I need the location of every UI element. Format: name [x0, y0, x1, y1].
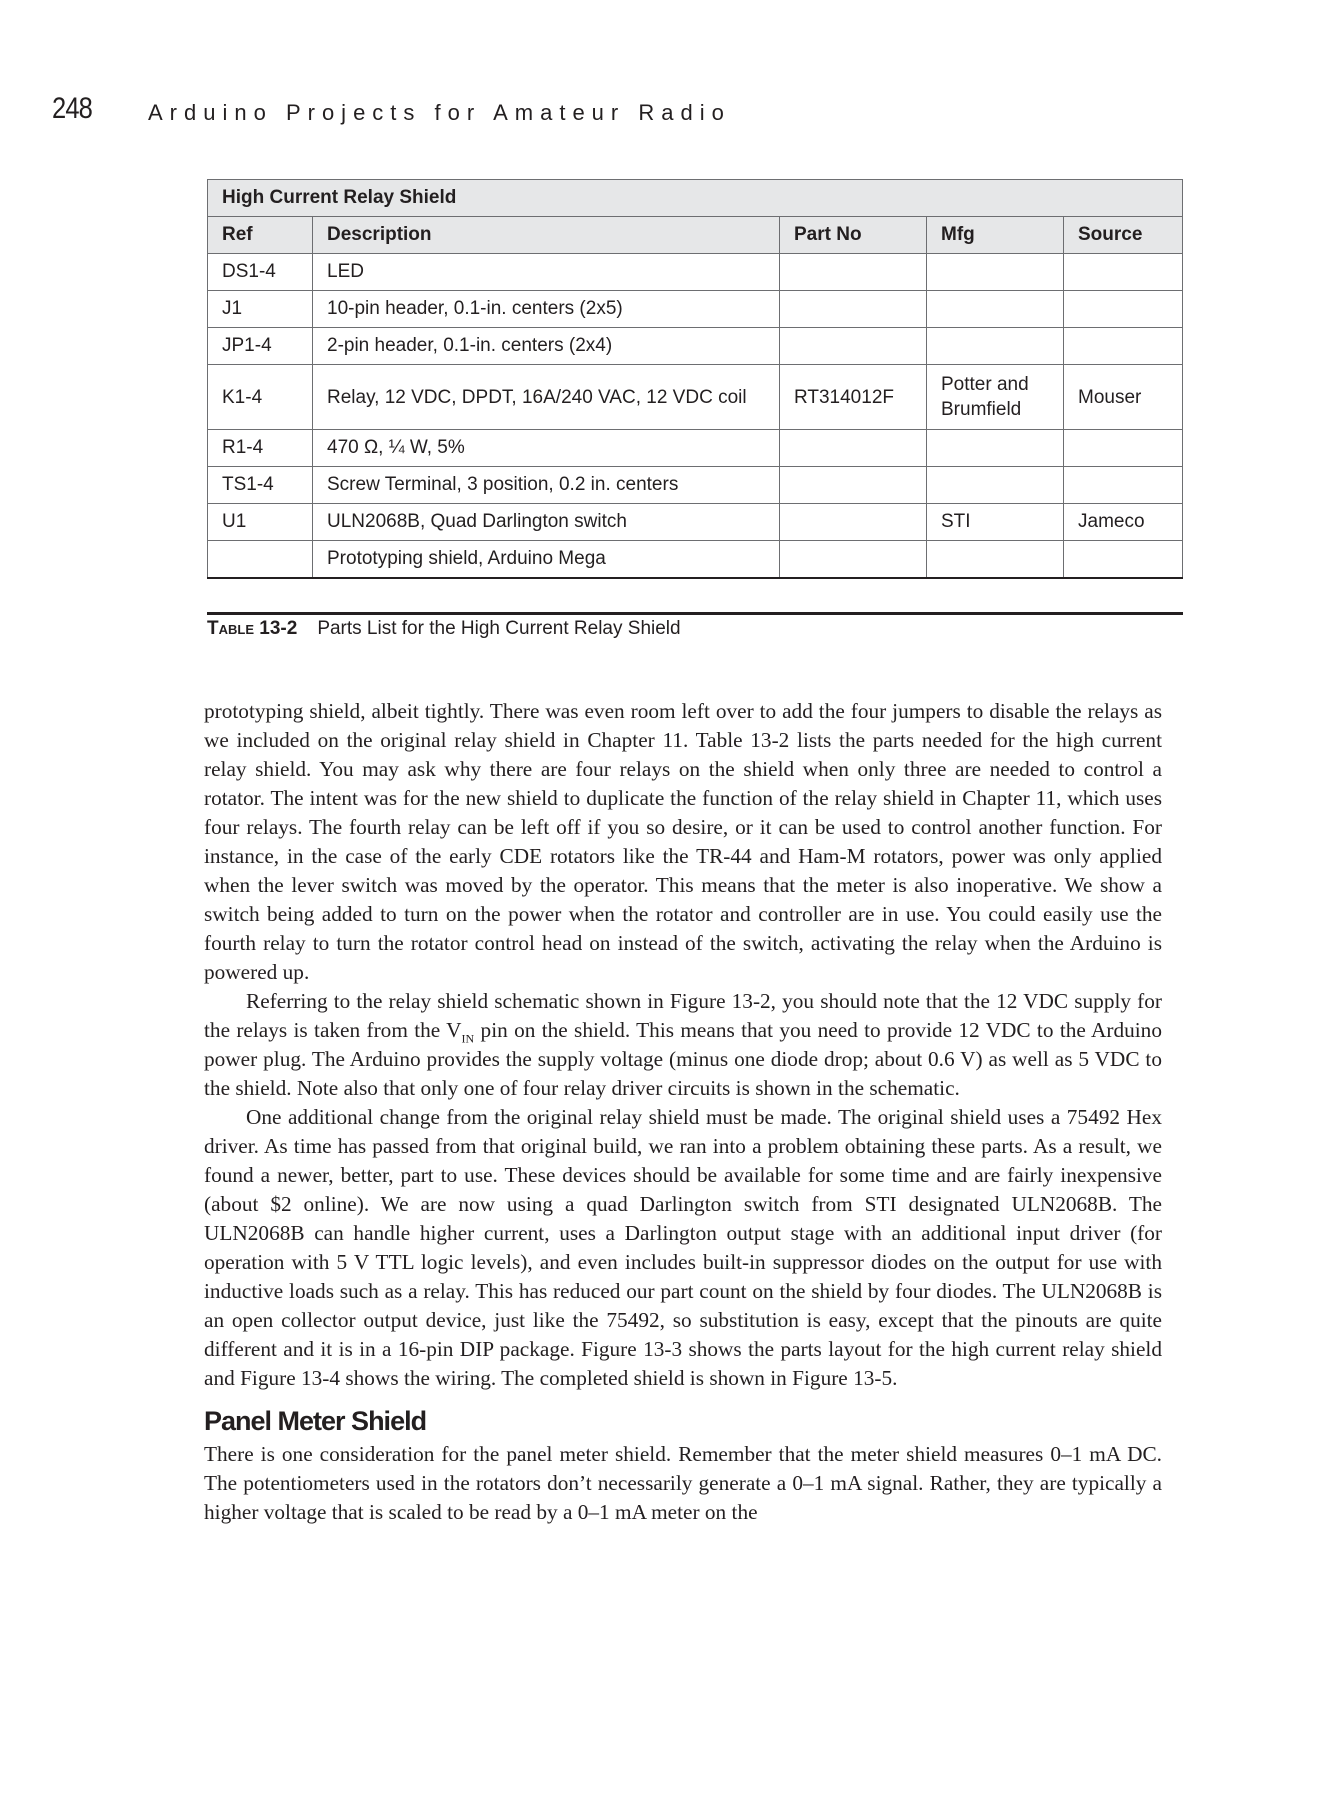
table-row — [208, 430, 1183, 467]
table-cell — [780, 328, 927, 365]
table-row — [208, 541, 1183, 579]
table-cell: 2-pin header, 0.1-in. centers (2x4) — [313, 328, 780, 365]
table-cell: STI — [927, 504, 1064, 541]
table-cell — [780, 467, 927, 504]
table-cell — [1064, 328, 1183, 365]
table-row — [208, 467, 1183, 504]
table-cell: RT314012F — [780, 365, 927, 430]
table-cell — [927, 430, 1064, 467]
col-header: Mfg — [927, 217, 1064, 254]
book-title: Arduino Projects for Amateur Radio — [148, 100, 731, 125]
parts-table — [207, 179, 1183, 579]
table-cell: Potter and Brumfield — [927, 365, 1064, 430]
table-row — [208, 291, 1183, 328]
table-cell: Prototyping shield, Arduino Mega — [313, 541, 780, 579]
subscript: IN — [461, 1031, 475, 1046]
table-cell — [1064, 541, 1183, 579]
table-title: High Current Relay Shield — [208, 180, 1183, 217]
table-cell — [927, 541, 1064, 579]
caption-label: Table 13-2 — [207, 618, 298, 639]
col-header: Part No — [780, 217, 927, 254]
table-cell: K1-4 — [208, 365, 313, 430]
table-cell — [780, 541, 927, 579]
table-cell: ULN2068B, Quad Darlington switch — [313, 504, 780, 541]
table-row — [208, 254, 1183, 291]
body-text — [204, 697, 1162, 1527]
table-cell — [927, 467, 1064, 504]
caption-rule — [207, 612, 1183, 615]
page-number: 248 — [52, 92, 93, 125]
col-header: Ref — [208, 217, 313, 254]
table-cell — [1064, 467, 1183, 504]
table-cell: JP1-4 — [208, 328, 313, 365]
table-cell — [780, 504, 927, 541]
section-heading: Panel Meter Shield — [204, 1406, 427, 1436]
table-cell — [1064, 430, 1183, 467]
table-cell: R1-4 — [208, 430, 313, 467]
table-cell — [927, 328, 1064, 365]
table-cell: Jameco — [1064, 504, 1183, 541]
table-cell: 470 Ω, ¼ W, 5% — [313, 430, 780, 467]
table-cell — [208, 541, 313, 579]
text-run: Referring to the relay shield schematic shown in Figure 13-2, you should note that the 12 VDC supply for the relays is taken from the V — [204, 989, 1162, 1042]
table-cell: DS1-4 — [208, 254, 313, 291]
table-cell: LED — [313, 254, 780, 291]
paragraph — [204, 987, 1162, 1103]
col-header: Description — [313, 217, 780, 254]
table-row — [208, 328, 1183, 365]
col-header: Source — [1064, 217, 1183, 254]
table-cell: J1 — [208, 291, 313, 328]
table-cell: U1 — [208, 504, 313, 541]
table-caption — [207, 618, 681, 640]
table-cell — [1064, 291, 1183, 328]
table-cell — [927, 291, 1064, 328]
table-cell — [780, 254, 927, 291]
table-cell: 10-pin header, 0.1-in. centers (2x5) — [313, 291, 780, 328]
text-run: pin on the shield. This means that you need to provide 12 VDC to the Arduino power plug. The Arduino provides the supply voltage (minus one diode drop; about 0.6 V) as well as 5 VDC to the shield. Note also that only one of four relay driver circuits is shown in the schematic. — [204, 1018, 1162, 1100]
table-header-row — [208, 217, 1183, 254]
table-cell: TS1-4 — [208, 467, 313, 504]
table-cell: Screw Terminal, 3 position, 0.2 in. centers — [313, 467, 780, 504]
table-cell — [927, 254, 1064, 291]
table-cell — [780, 291, 927, 328]
table-cell: Relay, 12 VDC, DPDT, 16A/240 VAC, 12 VDC coil — [313, 365, 780, 430]
table-row — [208, 504, 1183, 541]
paragraph: prototyping shield, albeit tightly. There was even room left over to add the four jumpers to disable the relays as we included on the original relay shield in Chapter 11. Table 13-2 lists the parts needed for the high current relay shield. You may ask why there are four relays on the shield when only three are needed to control a rotator. The intent was for the new shield to duplicate the function of the relay shield in Chapter 11, which uses four relays. The fourth relay can be left off if you so desire, or it can be used to control another function. For instance, in the case of the early CDE rotators like the TR-44 and Ham-M rotators, power was only applied when the lever switch was moved by the operator. This means that the meter is also inoperative. We show a switch being added to turn on the power when the rotator and controller are in use. You could easily use the fourth relay to turn the rotator control head on instead of the switch, activating the relay when the Arduino is powered up. — [204, 699, 1162, 984]
paragraph: There is one consideration for the panel meter shield. Remember that the meter shield measures 0–1 mA DC. The potentiometers used in the rotators don’t necessarily generate a 0–1 mA signal. Rather, they are typically a higher voltage that is scaled to be read by a 0–1 mA meter on the — [204, 1442, 1162, 1524]
running-header — [52, 92, 731, 126]
table-cell — [780, 430, 927, 467]
paragraph: One additional change from the original relay shield must be made. The original shield uses a 75492 Hex driver. As time has passed from that original build, we ran into a problem obtaining these parts. As a result, we found a newer, better, part to use. These devices should be available for some time and are fairly inexpensive (about $2 online). We are now using a quad Darlington switch from STI designated ULN2068B. The ULN2068B can handle higher current, uses a Darlington output stage with an additional input driver (for operation with 5 V TTL logic levels), and even includes built-in suppressor diodes on the output for use with inductive loads such as a relay. This has reduced our part count on the shield by four diodes. The ULN2068B is an open collector output device, just like the 75492, so substitution is easy, except that the pinouts are quite different and it is in a 16-pin DIP package. Figure 13-3 shows the parts layout for the high current relay shield and Figure 13-4 shows the wiring. The completed shield is shown in Figure 13-5. — [204, 1105, 1162, 1390]
caption-text: Parts List for the High Current Relay Shield — [317, 618, 681, 639]
table-row — [208, 365, 1183, 430]
table-cell: Mouser — [1064, 365, 1183, 430]
table-cell — [1064, 254, 1183, 291]
